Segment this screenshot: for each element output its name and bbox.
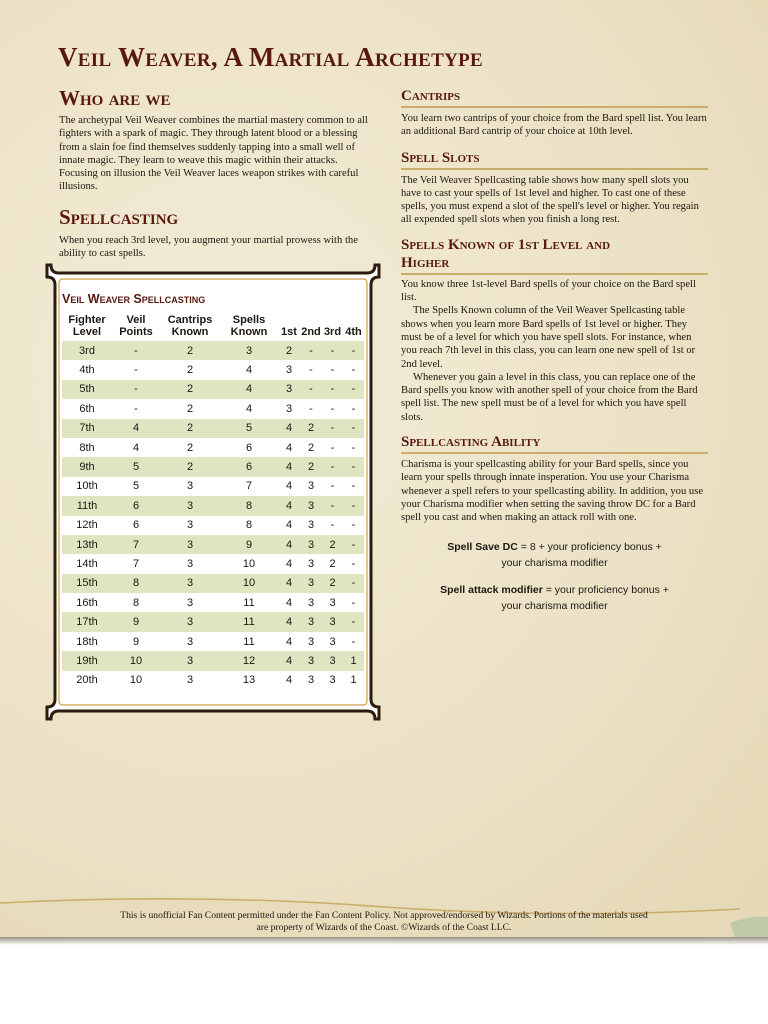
table-row — [62, 457, 364, 476]
table-cell: 3 — [160, 612, 220, 631]
table-cell: 3 — [329, 596, 336, 609]
table-cell: 1 — [350, 674, 357, 687]
spells-known-p1: You know three 1st-level Bard spells of your choice on the Bard spell list. — [401, 278, 696, 304]
table-cell: 10 — [112, 651, 160, 670]
table-cell: 2 — [160, 419, 220, 438]
table-cell: 4 — [245, 364, 253, 377]
spells-known-p2: The Spells Known column of the Veil Weaver Spellcasting table shows when you learn more Bard spells of 1st level or higher. They must be of a level for which you have spell slots. For instance, when you reach 7th level in this class, you can learn one new spell of 1st or 2nd level. — [401, 305, 696, 370]
table-row — [62, 477, 364, 496]
table-cell: 4 — [278, 612, 300, 631]
table-cell: - — [343, 612, 364, 631]
spell-save-dc-label: Spell Save DC — [447, 540, 518, 553]
table-cell: 3 — [300, 651, 322, 670]
table-cell: - — [351, 441, 356, 454]
table-cell: 2 — [322, 574, 343, 593]
table-row — [62, 671, 364, 690]
table-cell: - — [322, 380, 343, 399]
table-cell: 6 — [220, 457, 278, 476]
table-cell: - — [112, 380, 160, 399]
table-cell: 3 — [307, 596, 315, 609]
table-cell: 3 — [285, 364, 293, 377]
table-cell: 3 — [186, 519, 194, 532]
table-cell: - — [343, 496, 364, 515]
table-cell: 3 — [322, 612, 343, 631]
table-cell: 3 — [329, 674, 336, 687]
table-row — [62, 632, 364, 651]
spell-save-dc-formula-2: your charisma modifier — [501, 556, 608, 569]
spellcasting-text: When you reach 3rd level, you augment your martial prowess with the ability to cast spells. — [59, 234, 358, 260]
spell-slots-text: The Veil Weaver Spellcasting table shows how many spell slots you have to cast your spells of 1st level and higher. To cast one of these spells, you must expend a slot of the spell's level or higher. You regain all expended spell slots when you finish a long rest. — [401, 174, 699, 226]
spell-attack-formula-1: = your proficiency bonus + — [542, 583, 669, 596]
left-column — [59, 86, 371, 260]
table-cell: 17th — [62, 612, 112, 631]
table-cell: - — [343, 535, 364, 554]
table-cell: 5 — [220, 419, 278, 438]
page-title: Veil Weaver, A Martial Archetype — [58, 42, 483, 72]
table-cell: 2 — [300, 457, 322, 476]
table-cell: 7 — [132, 557, 140, 570]
table-cell: 3 — [186, 557, 194, 570]
header-line1: Spells — [232, 314, 266, 326]
right-column — [401, 87, 708, 614]
header-line2: Points — [119, 326, 153, 338]
table-cell: 13 — [242, 674, 256, 687]
footer-line-2: are property of Wizards of the Coast. ©Wizards of the Coast LLC. — [256, 921, 512, 933]
table-cell: - — [343, 419, 364, 438]
header-line2: 4th — [345, 326, 362, 338]
table-cell: - — [330, 441, 335, 454]
table-cell: 3 — [220, 341, 278, 360]
table-cell: 12th — [76, 519, 98, 532]
table-cell: - — [343, 574, 364, 593]
table-cell: 3 — [307, 480, 315, 493]
table-cell: - — [330, 364, 335, 377]
table-cell: 3 — [322, 651, 343, 670]
spells-known-heading — [401, 236, 708, 275]
table-cell: - — [343, 380, 364, 399]
table-cell: - — [330, 480, 335, 493]
table-cell: 7 — [112, 535, 160, 554]
table-cell: 4 — [278, 457, 300, 476]
table-cell: 2 — [186, 441, 194, 454]
header-line1: Veil — [126, 314, 146, 326]
table-cell: - — [351, 557, 356, 570]
table-row — [62, 651, 364, 670]
table-cell: 14th — [76, 557, 98, 570]
table-cell: 10th — [76, 480, 98, 493]
table-cell: 3 — [160, 574, 220, 593]
table-cell: - — [300, 380, 322, 399]
table-cell: - — [134, 402, 138, 415]
table-cell: 3 — [186, 674, 194, 687]
table-cell: 2 — [186, 364, 194, 377]
table-cell: 9 — [220, 535, 278, 554]
table-cell: 10 — [242, 557, 256, 570]
table-cell: 16th — [76, 596, 98, 609]
header-line2: 3rd — [323, 326, 342, 338]
spellcasting-heading: Spellcasting — [59, 204, 179, 229]
table-cell: - — [300, 341, 322, 360]
table-cell: 3 — [307, 674, 315, 687]
table-header-cell — [278, 314, 300, 341]
page-shadow — [0, 937, 768, 945]
spell-slots-heading: Spell Slots — [401, 149, 708, 170]
table-row — [62, 535, 364, 554]
table-cell: 3 — [160, 535, 220, 554]
ability-heading: Spellcasting Ability — [401, 433, 708, 454]
table-cell: 11 — [220, 612, 278, 631]
table-cell: - — [330, 519, 335, 532]
spells-known-p3: Whenever you gain a level in this class, you can replace one of the Bard spells you know with another spell of your choice from the Bard spell list. The new spell must be of a level for which you have spell slots. — [401, 371, 698, 423]
table-title: Veil Weaver Spellcasting — [62, 292, 206, 306]
spell-attack-modifier — [401, 582, 708, 614]
table-cell: 20th — [76, 674, 98, 687]
table-cell: 2 — [329, 557, 336, 570]
table-cell: - — [351, 635, 356, 648]
table-cell: 5th — [62, 380, 112, 399]
spell-save-dc — [401, 539, 708, 571]
table-header-cell — [343, 314, 364, 341]
table-cell: - — [351, 480, 356, 493]
table-cell: 9th — [62, 457, 112, 476]
spells-known-heading-line1: Spells Known of 1st Level and — [401, 236, 611, 253]
spell-attack-formula-2: your charisma modifier — [501, 599, 608, 612]
table-cell: 9 — [112, 612, 160, 631]
spells-known-heading-line2: Higher — [401, 254, 450, 271]
table-cell: - — [351, 364, 356, 377]
table-row — [62, 612, 364, 631]
table-header-cell — [220, 314, 278, 341]
spell-save-dc-formula-1: = 8 + your proficiency bonus + — [517, 540, 662, 553]
header-line2: Known — [230, 326, 268, 338]
table-cell: 8th — [79, 441, 95, 454]
table-row — [62, 341, 364, 360]
who-heading: Who are we — [59, 86, 171, 110]
header-line2: 1st — [281, 326, 297, 338]
header-line2: 2nd — [301, 326, 321, 338]
table-cell: 4 — [285, 635, 293, 648]
table-cell: 3 — [285, 402, 293, 415]
table-cell: 6 — [132, 519, 140, 532]
table-cell: 2 — [322, 535, 343, 554]
table-cell: 8 — [220, 496, 278, 515]
spellcasting-table-block — [62, 292, 364, 690]
table-cell: 3 — [300, 535, 322, 554]
header-line2: Level — [72, 326, 102, 338]
table-cell: 4 — [278, 419, 300, 438]
table-cell: 8 — [132, 596, 140, 609]
table-cell: 4 — [278, 496, 300, 515]
spellcasting-table — [62, 314, 364, 690]
table-cell: - — [309, 402, 313, 415]
table-cell: 3 — [186, 596, 194, 609]
table-cell: 10 — [129, 674, 143, 687]
table-cell: - — [322, 496, 343, 515]
table-cell: 4 — [285, 480, 293, 493]
table-cell: 10 — [220, 574, 278, 593]
table-cell: 6 — [245, 441, 253, 454]
table-cell: 4 — [132, 441, 140, 454]
table-cell: - — [351, 596, 356, 609]
table-cell: 7 — [245, 480, 253, 493]
table-cell: 4 — [285, 557, 293, 570]
table-cell: 4 — [285, 441, 293, 454]
table-row — [62, 438, 364, 457]
cantrips-text: You learn two cantrips of your choice from the Bard spell list. You learn an additional Bard cantrip of your choice at 10th level. — [401, 113, 707, 138]
table-cell: 2 — [160, 341, 220, 360]
table-cell: 4 — [285, 519, 293, 532]
table-cell: - — [322, 457, 343, 476]
table-cell: 3 — [300, 612, 322, 631]
table-header-row — [62, 314, 364, 341]
table-cell: 4th — [79, 364, 95, 377]
table-row — [62, 516, 364, 535]
footer-legal — [30, 910, 738, 933]
table-row — [62, 574, 364, 593]
table-cell: 9 — [132, 635, 140, 648]
table-cell: 18th — [76, 635, 98, 648]
table-cell: 4 — [245, 402, 253, 415]
table-cell: - — [134, 364, 138, 377]
table-cell: - — [351, 519, 356, 532]
table-cell: 3rd — [62, 341, 112, 360]
table-cell: 3 — [186, 635, 194, 648]
table-cell: - — [309, 364, 313, 377]
who-text: The archetypal Veil Weaver combines the martial mastery common to all fighters with a spark of magic. They through latent blood or a blessing from a slain foe find themselves suddenly tapping into a small well of innate magic. They learn to weave this magic within their attacks. Focusing on illusion the Veil Weaver laces weapon strikes with careful illusions. — [59, 115, 368, 193]
table-row — [62, 360, 364, 379]
table-row — [62, 399, 364, 418]
header-line1: Cantrips — [167, 314, 213, 326]
table-cell: 3 — [160, 651, 220, 670]
table-row — [62, 380, 364, 399]
table-cell: 3 — [300, 496, 322, 515]
cantrips-heading: Cantrips — [401, 87, 708, 108]
table-cell: - — [322, 341, 343, 360]
table-cell: 11th — [62, 496, 112, 515]
table-cell: 4 — [220, 380, 278, 399]
table-cell: 11 — [243, 635, 255, 648]
table-cell: 4 — [285, 674, 293, 687]
table-cell: 8 — [112, 574, 160, 593]
table-cell: 4 — [112, 419, 160, 438]
table-cell: 6 — [112, 496, 160, 515]
table-cell: - — [330, 402, 335, 415]
table-cell: - — [112, 341, 160, 360]
table-cell: 3 — [186, 480, 194, 493]
table-cell: 3 — [307, 635, 315, 648]
header-line1: Fighter — [68, 314, 106, 326]
table-cell: 3 — [300, 574, 322, 593]
table-cell: 5 — [112, 457, 160, 476]
table-cell: 2 — [300, 419, 322, 438]
table-cell: 4 — [278, 535, 300, 554]
header-line2: Known — [171, 326, 209, 338]
ability-text: Charisma is your spellcasting ability for your Bard spells, since you learn your spells through innate insperation. You use your Charisma whenever a spell refers to your spellcasting ability. In addition, you use your Charisma modifier when setting the saving throw DC for a Bard spell you cast and when making an attack roll with one. — [401, 459, 704, 524]
table-cell: 3 — [278, 380, 300, 399]
table-cell: 1 — [343, 651, 364, 670]
table-cell: 8 — [245, 519, 253, 532]
table-cell: 15th — [62, 574, 112, 593]
table-cell: 12 — [220, 651, 278, 670]
table-header-cell — [62, 314, 112, 341]
table-row — [62, 419, 364, 438]
table-cell: 2 — [307, 441, 315, 454]
table-cell: 13th — [62, 535, 112, 554]
table-row — [62, 496, 364, 515]
footer-line-1: This is unofficial Fan Content permitted under the Fan Content Policy. Not approved/endorsed by Wizards. Portions of the materials used — [120, 910, 648, 921]
table-header-cell — [322, 314, 343, 341]
table-cell: 3 — [307, 519, 315, 532]
table-cell: 4 — [278, 574, 300, 593]
table-cell: 4 — [278, 651, 300, 670]
table-cell: 2 — [160, 380, 220, 399]
spell-attack-label: Spell attack modifier — [440, 583, 543, 596]
table-cell: 2 — [186, 402, 194, 415]
table-header-cell — [112, 314, 160, 341]
table-cell: 3 — [329, 635, 336, 648]
table-cell: 7th — [62, 419, 112, 438]
table-cell: 11 — [243, 596, 255, 609]
table-cell: - — [343, 457, 364, 476]
table-cell: 6th — [79, 402, 95, 415]
table-cell: 4 — [285, 596, 293, 609]
table-cell: 3 — [160, 496, 220, 515]
table-header-cell — [160, 314, 220, 341]
table-row — [62, 554, 364, 573]
table-cell: 19th — [62, 651, 112, 670]
table-cell: 3 — [307, 557, 315, 570]
table-cell: 5 — [132, 480, 140, 493]
table-cell: 2 — [278, 341, 300, 360]
table-cell: - — [322, 419, 343, 438]
table-cell: 2 — [160, 457, 220, 476]
table-row — [62, 593, 364, 612]
table-cell: - — [343, 341, 364, 360]
table-header-cell — [300, 314, 322, 341]
table-cell: - — [351, 402, 356, 415]
